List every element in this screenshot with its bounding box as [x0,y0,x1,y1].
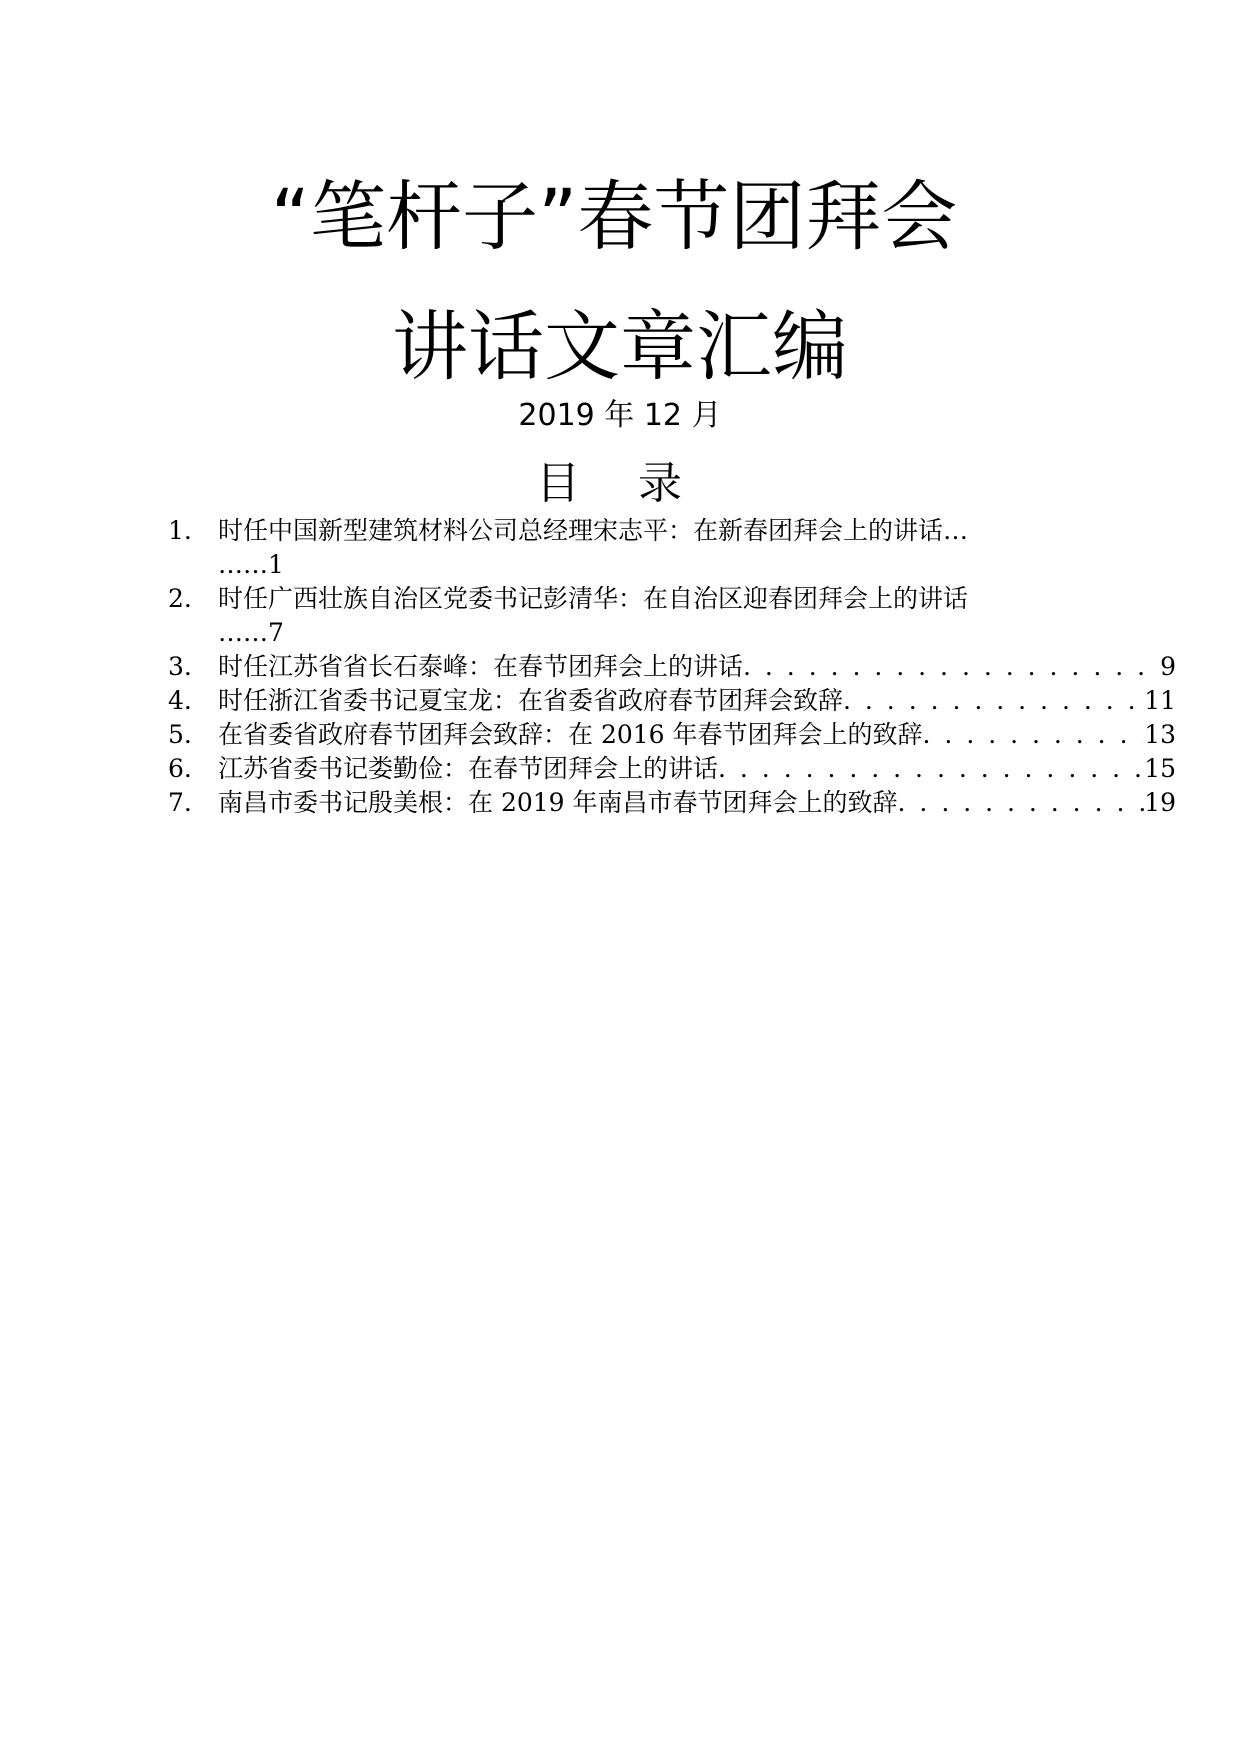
toc-item-page: 13 [1144,720,1176,749]
toc-item[interactable] [168,684,1176,718]
toc-item-page: 19 [1144,788,1176,817]
toc-item-text: 江苏省委书记娄勤俭：在春节团拜会上的讲话 [218,754,719,783]
toc-item-page: 9 [1160,652,1176,681]
toc-item-text: 时任广西壮族自治区党委书记彭清华：在自治区迎春团拜会上的讲话 [218,584,969,613]
toc-item-number: 1. [168,516,192,545]
toc-dot-leader [718,752,1144,786]
toc-dot-leader [923,718,1145,752]
toc-item[interactable] [168,650,1176,684]
toc-item-page-continuation: ……7 [218,618,284,647]
toc-item[interactable] [168,752,1176,786]
toc-item-number: 6. [168,754,192,783]
toc-dot-leader [898,786,1145,820]
toc-item-number: 3. [168,652,192,681]
toc-item-text: 时任浙江省委书记夏宝龙：在省委省政府春节团拜会致辞 [218,686,844,715]
toc-dot-leader [743,650,1160,684]
toc-item-number: 4. [168,686,192,715]
toc-item[interactable] [168,582,1176,650]
document-title-line-1: “笔杆子”春节团拜会 [270,172,958,261]
toc-item-text: 时任江苏省省长石泰峰：在春节团拜会上的讲话 [218,652,744,681]
toc-item-number: 7. [168,788,192,817]
toc-heading: 目 录 [536,458,704,509]
toc-item-number: 5. [168,720,192,749]
toc-item-text: 南昌市委书记殷美根：在 2019 年南昌市春节团拜会上的致辞 [218,788,898,817]
toc-item[interactable] [168,514,1176,582]
toc-item-page-continuation: ……1 [218,550,284,579]
toc-item-text: 在省委省政府春节团拜会致辞：在 2016 年春节团拜会上的致辞 [218,720,923,749]
toc-item[interactable] [168,786,1176,820]
table-of-contents [168,514,1176,820]
toc-item[interactable] [168,718,1176,752]
toc-dot-leader [843,684,1144,718]
toc-item-text: 时任中国新型建筑材料公司总经理宋志平：在新春团拜会上的讲话… [218,516,969,545]
toc-item-number: 2. [168,584,192,613]
document-date: 2019 年 12 月 [518,398,722,433]
toc-item-page: 11 [1144,686,1176,715]
toc-item-page: 15 [1144,754,1176,783]
document-title-line-2: 讲话文章汇编 [392,302,848,391]
